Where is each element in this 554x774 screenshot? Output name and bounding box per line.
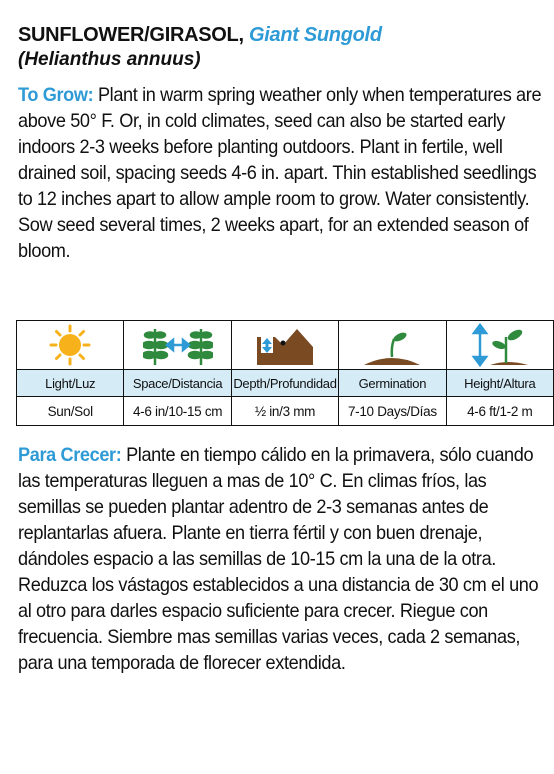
depth-icon [253,323,317,367]
value-germination: 7-10 Days/Días [339,397,446,426]
to-grow-heading: To Grow: [18,84,94,106]
depth-icon-cell [231,321,338,370]
label-light: Light/Luz [17,370,124,397]
to-grow-text: Plant in warm spring weather only when temperatures are above 50° F. Or, in cold climates, seed can also be started early indoors 2-3 weeks before planting outdoors. Plant in fertile, well drained soil, spacing seeds 4-6 in. apart. Thin established seedlings to 12 inches apart to allow ample room to grow. Water consistently. Sow seed several times, 2 weeks apart, for an extended season of bloom. [18,84,542,262]
para-crecer-paragraph [18,442,543,676]
label-space: Space/Distancia [124,370,231,397]
spacing-icon-cell [124,321,231,370]
height-icon-cell [446,321,553,370]
label-depth: Depth/Profundidad [231,370,338,397]
value-light: Sun/Sol [17,397,124,426]
label-height: Height/Altura [446,370,553,397]
page-title [18,22,542,48]
para-crecer-text: Plante en tiempo cálido en la primavera, sólo cuando las temperaturas lleguen a mas de 10° C. En climas fríos, las semillas se pueden plantar adentro de 2-3 semanas antes de replantarlas afuera. Plante en tierra fértil y con buen drenaje, dándoles espacio a las semillas de 10-15 cm la una de la otra. Reduzca los vástagos establecidos a una distancia de 30 cm el uno al otro para darles espacio suficiente para crecer. Riegue con frecuencia. Siembre mas semillas varias veces, cada 2 semanas, para una temporada de florecer extendida. [18,444,539,674]
germination-icon [360,323,424,367]
sun-icon [48,323,92,367]
to-grow-paragraph [18,82,543,264]
variety-name: Giant Sungold [248,24,382,46]
para-crecer-heading: Para Crecer: [18,444,122,466]
germination-icon-cell [339,321,446,370]
value-space: 4-6 in/10-15 cm [124,397,231,426]
light-icon-cell [17,321,124,370]
growing-info-table [16,320,554,426]
seed-packet-back [18,22,542,674]
latin-name: (Helianthus annuus) [18,49,201,70]
label-germination: Germination [339,370,446,397]
common-name: SUNFLOWER/GIRASOL, [18,24,244,46]
height-icon [468,323,532,367]
spacing-icon [143,323,213,367]
value-depth: ½ in/3 mm [231,397,338,426]
value-height: 4-6 ft/1-2 m [446,397,553,426]
